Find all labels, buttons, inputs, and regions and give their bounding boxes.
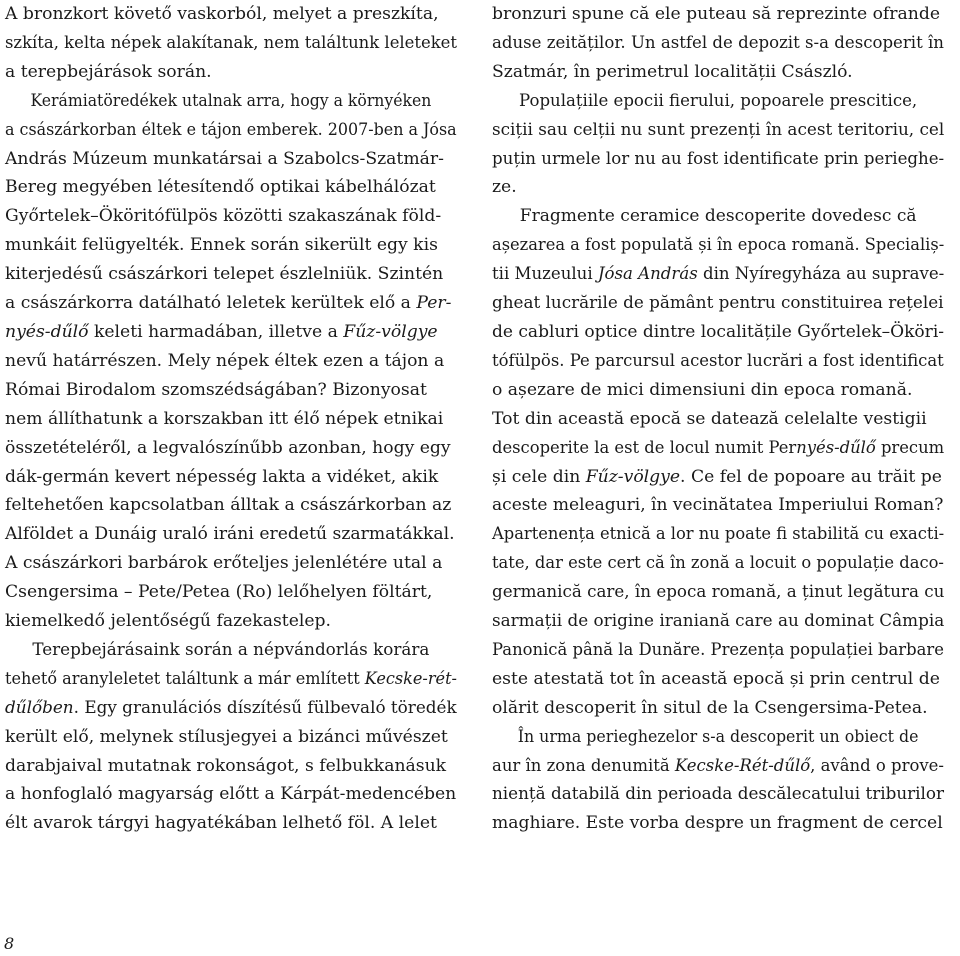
text-line: A császárkori barbárok erőteljes jelenlétére utal a: [5, 553, 443, 574]
text-line: sciții sau celții nu sunt prezenți în acest teritoriu, cel: [492, 119, 945, 140]
paragraph-start-line: Terepbejárásaink során a népvándorlás korára: [32, 639, 430, 660]
paragraph-start-line: Populațiile epocii fierului, popoarele prescitice,: [518, 90, 918, 111]
text-line: germanică care, în epoca romană, a ținut legătura cu: [492, 582, 945, 603]
text-line: ze.: [492, 177, 517, 198]
text-line: darabjaival mutatnak rokonságot, s felbukkanásuk: [5, 755, 447, 776]
text-line: sarmații de origine iraniană care au dominat Câmpia: [492, 611, 945, 632]
text-line: nyés-dűlő keleti harmadában, illetve a Fűz-völgye: [5, 321, 438, 342]
text-line: Tot din această epocă se datează celelalte vestigii: [492, 408, 927, 429]
text-line: a terepbejárások során.: [5, 61, 212, 82]
text-line: și cele din Fűz-völgye. Ce fel de popoare au trăit pe: [492, 466, 942, 487]
hungarian-text-column: [5, 0, 457, 838]
text-line: Szatmár, în perimetrul localității Császló.: [492, 61, 853, 82]
text-line: maghiare. Este vorba despre un fragment de cercel: [492, 813, 943, 834]
text-line: tófülpös. Pe parcursul acestor lucrări a fost identificat: [492, 350, 944, 371]
text-line: a császárkorban éltek e tájon emberek. 2007-ben a Jósa: [5, 119, 457, 140]
text-line: Panonică până la Dunăre. Prezența populației barbare: [492, 639, 944, 660]
text-line: tii Muzeului Jósa András din Nyíregyháza au suprave-: [492, 264, 945, 285]
text-line: Győrtelek–Ököritófülpös közötti szakaszának föld-: [5, 206, 442, 227]
text-line: nem állíthatunk a korszakban itt élő népek etnikai: [5, 408, 444, 429]
text-line: dák-germán kevert népesség lakta a vidéket, akik: [5, 466, 439, 487]
text-line: Bereg megyében létesítendő optikai kábelhálózat: [5, 177, 436, 198]
text-line: élt avarok tárgyi hagyatékában lelhető föl. A lelet: [5, 813, 437, 834]
text-line: A bronzkort követő vaskorból, melyet a preszkíta,: [5, 4, 439, 24]
text-line: feltehetően kapcsolatban álltak a császárkorban az: [5, 495, 452, 516]
text-line: aur în zona denumită Kecske-Rét-dűlő, având o prove-: [492, 755, 944, 776]
text-line: o așezare de mici dimensiuni din epoca romană.: [492, 379, 913, 400]
text-line: Csengersima – Pete/Petea (Ro) lelőhelyen föltárt,: [5, 582, 433, 603]
text-line: szkíta, kelta népek alakítanak, nem találtunk leleteket: [5, 32, 458, 53]
text-line: kiemelkedő jelentőségű fazekastelep.: [5, 611, 332, 632]
text-line: nevű határrészen. Mely népek éltek ezen a tájon a: [5, 350, 445, 371]
text-line: gheat lucrările de pământ pentru constituirea rețelei: [492, 293, 944, 314]
text-line: olărit descoperit în situl de la Csengersima-Petea.: [492, 697, 928, 718]
text-line: bronzuri spune că ele puteau să reprezinte ofrande: [492, 4, 940, 24]
text-line: este atestată tot în această epocă și prin centrul de: [492, 668, 940, 689]
text-line: de cabluri optice dintre localitățile Győrtelek–Ököri-: [492, 321, 945, 342]
text-line: descoperite la est de locul numit Pernyés-dűlő precum: [492, 437, 945, 458]
paragraph-start-line: Fragmente ceramice descoperite dovedesc că: [519, 206, 917, 227]
text-line: Apartenența etnică a lor nu poate fi stabilită cu exacti-: [492, 524, 945, 545]
paragraph-start-line: Kerámiatöredékek utalnak arra, hogy a környéken: [30, 90, 432, 111]
text-line: Római Birodalom szomszédságában? Bizonyosat: [5, 379, 427, 400]
text-line: munkáit felügyelték. Ennek során sikerült egy kis: [5, 235, 438, 256]
text-line: Alföldet a Dunáig uraló iráni eredetű szarmatákkal.: [5, 524, 455, 545]
paragraph-start-line: În urma perieghezelor s-a descoperit un obiect de: [517, 726, 919, 747]
text-line: a császárkorra datálható leletek kerültek elő a Per-: [5, 293, 452, 314]
text-line: dűlőben. Egy granulációs díszítésű fülbevaló töredék: [5, 697, 457, 718]
text-line: aceste meleaguri, în vecinătatea Imperiului Roman?: [492, 495, 944, 516]
text-line: a honfoglaló magyarság előtt a Kárpát-medencében: [5, 784, 457, 805]
text-line: kiterjedésű császárkori telepet észlelniük. Szintén: [5, 264, 444, 285]
romanian-text-column: [492, 0, 944, 838]
text-line: puțin urmele lor nu au fost identificate prin perieghe-: [492, 148, 945, 169]
text-line: tate, dar este cert că în zonă a locuit o populație daco-: [492, 553, 944, 574]
text-line: összetételéről, a legvalószínűbb azonban, hogy egy: [5, 437, 451, 458]
text-line: tehető aranyleletet találtunk a már említett Kecske-rét-: [5, 668, 457, 689]
text-line: került elő, melynek stílusjegyei a bizánci művészet: [5, 726, 448, 747]
text-line: aduse zeităților. Un astfel de depozit s-a descoperit în: [492, 32, 944, 53]
text-line: așezarea a fost populată și în epoca romană. Specialiș-: [492, 235, 945, 256]
text-line: niență databilă din perioada descălecatului triburilor: [492, 784, 945, 805]
text-line: András Múzeum munkatársai a Szabolcs-Szatmár-: [5, 148, 444, 169]
page-number: 8: [4, 934, 15, 953]
